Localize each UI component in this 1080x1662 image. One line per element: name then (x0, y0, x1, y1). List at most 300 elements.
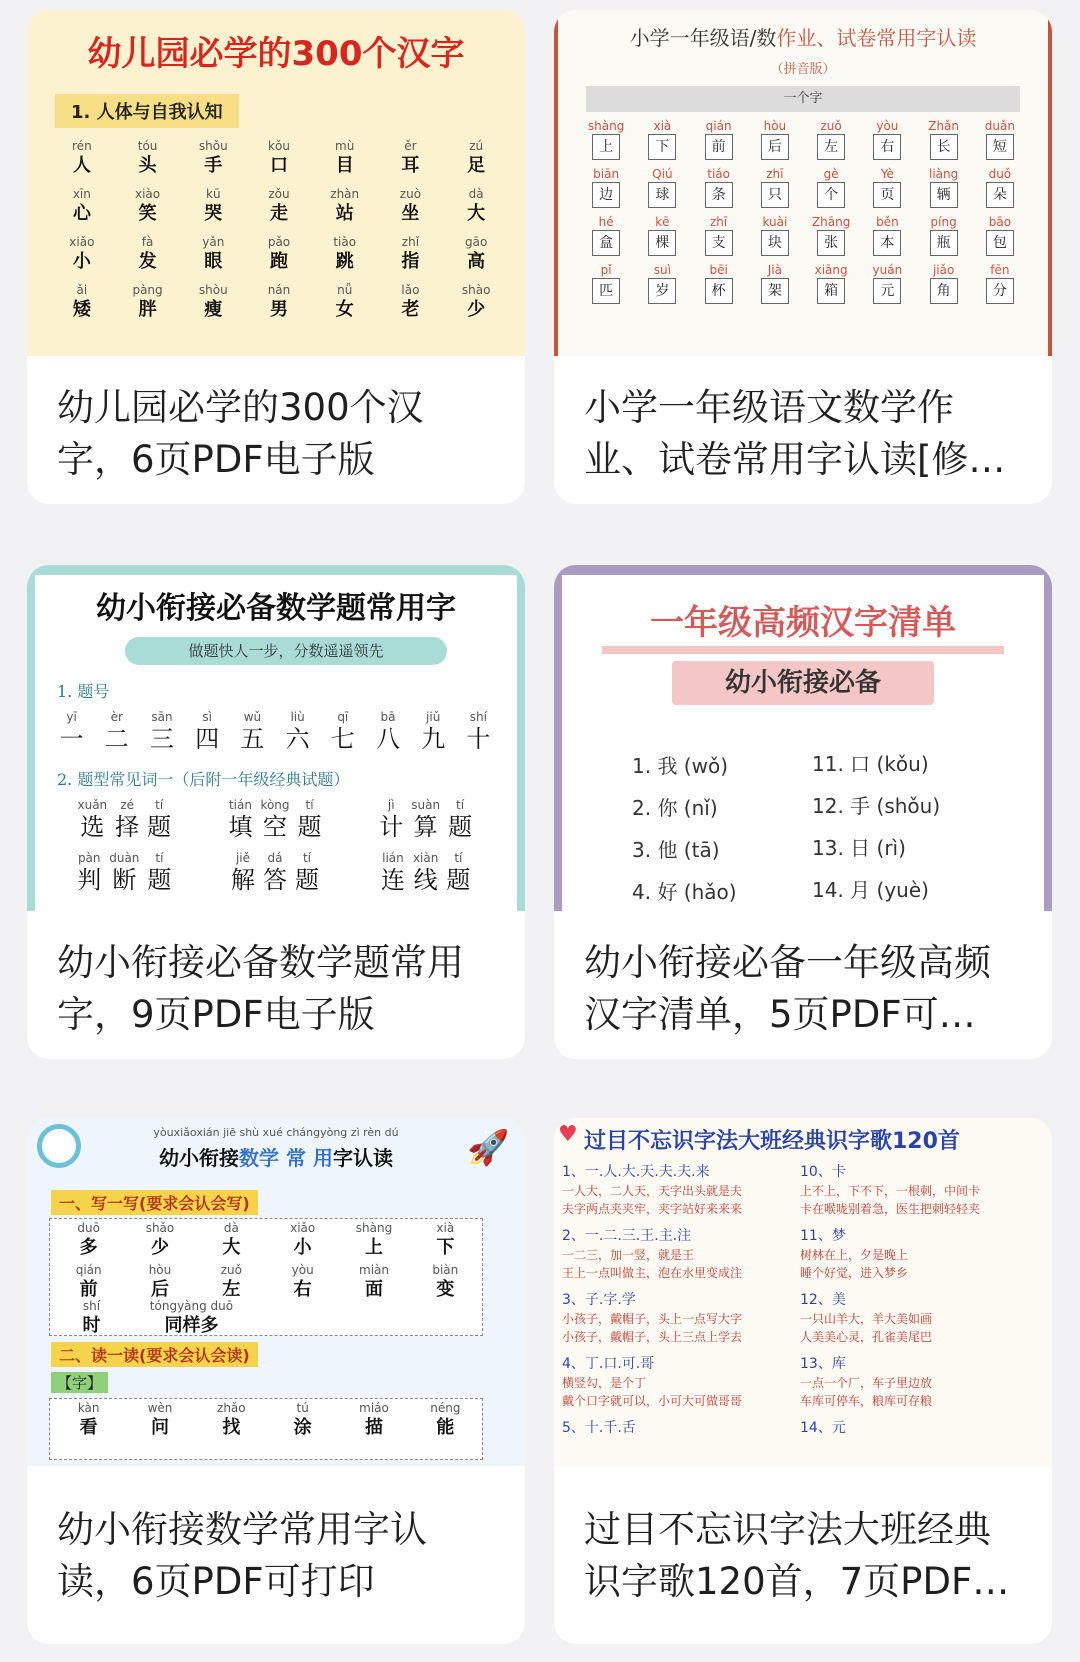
character-label: 右 (293, 1279, 312, 1300)
pinyin-label: ěr (404, 139, 417, 153)
character-label: 多 (79, 1237, 98, 1258)
character-label: 足 (467, 155, 486, 176)
pinyin-label: bā (380, 710, 396, 724)
character-label: 描 (364, 1417, 383, 1438)
caption-line-1: 幼儿园必学的300个汉 (57, 386, 424, 429)
character-cell (246, 282, 312, 322)
character-label: 心 (72, 203, 91, 224)
character-cell (115, 234, 181, 274)
card-thumbnail[interactable] (554, 1118, 1052, 1466)
list-item: 11. 口 (kǒu) (812, 752, 929, 776)
character-box-wrap (803, 182, 859, 208)
character-box-wrap (578, 278, 634, 304)
character-cell (578, 166, 634, 208)
character-label: 一 (59, 725, 84, 753)
resource-card-2[interactable] (554, 10, 1052, 504)
pinyin-label: biàn (432, 1263, 459, 1277)
character-cell (378, 186, 444, 226)
character-cell (109, 850, 139, 894)
character-cell (747, 166, 803, 208)
character-cell (49, 138, 115, 178)
list-left (632, 745, 737, 911)
character-cell (381, 850, 405, 894)
resource-card-5[interactable] (27, 1118, 525, 1644)
song-block (562, 1290, 794, 1346)
song-heading: 10、卡 (800, 1164, 846, 1180)
thumb-title (558, 22, 1048, 51)
song-heading: 12、美 (800, 1292, 846, 1308)
character-cell (180, 234, 246, 274)
character-label: 耳 (401, 155, 420, 176)
pinyin-label: kū (206, 187, 221, 201)
pinyin-label: Jià (767, 263, 782, 277)
song-line: 夫字两点夹夹牢，夹字站好来来来 (562, 1202, 743, 1216)
character-label: 答 (262, 866, 287, 894)
character-cell (196, 1220, 267, 1260)
pinyin-label: kòng (260, 798, 290, 812)
pinyin-label: wèn (147, 1401, 173, 1415)
pinyin-label: xià (653, 119, 672, 133)
song-block (800, 1290, 1044, 1346)
character-cell (803, 262, 859, 304)
character-cell (185, 709, 230, 753)
character-cell (691, 262, 747, 304)
list-item: 13. 日 (rì) (812, 836, 906, 860)
song-heading: 13、库 (800, 1356, 846, 1372)
character-label: 找 (222, 1417, 241, 1438)
word-group (350, 797, 501, 841)
caption-line-2: 业、试卷常用字认读[修… (584, 438, 1006, 481)
character-cell (378, 234, 444, 274)
character-cell (115, 186, 181, 226)
character-box-wrap (634, 278, 690, 304)
character-label: 同样多 (164, 1315, 219, 1336)
character-grid (578, 118, 1028, 304)
character-label: 下 (436, 1237, 455, 1258)
pinyin-label: bēi (709, 263, 728, 277)
pinyin-label: hòu (763, 119, 787, 133)
character-cell (94, 709, 139, 753)
pinyin-label: dá (267, 851, 283, 865)
pinyin-label: zuǒ (220, 1263, 242, 1277)
pinyin-label: hé (598, 215, 614, 229)
character-cell (803, 166, 859, 208)
thumb-section: 1. 人体与自我认知 (55, 94, 239, 128)
character-label: 题 (297, 813, 322, 841)
pinyin-label: pǎo (267, 235, 291, 249)
character-label: 算 (413, 813, 438, 841)
pinyin-label: qián (75, 1263, 102, 1277)
character-cell (410, 1262, 481, 1302)
character-cell (378, 138, 444, 178)
pinyin-label: liù (290, 710, 305, 724)
pinyin-label: pǐ (600, 263, 612, 277)
character-cell (267, 1220, 338, 1260)
pinyin-label: tí (305, 798, 314, 812)
character-cell (231, 850, 255, 894)
character-box: 下 (648, 134, 676, 160)
character-cell (443, 234, 509, 274)
pinyin-label: nán (267, 283, 291, 297)
character-cell (747, 214, 803, 256)
thumb-title (27, 1142, 525, 1171)
pinyin-label: xiǎo (69, 235, 95, 249)
character-cell (413, 850, 438, 894)
pinyin-label: lián (382, 851, 404, 865)
character-cell (180, 282, 246, 322)
character-box-wrap (747, 134, 803, 160)
pinyin-label: miáo (359, 1401, 389, 1415)
song-block (800, 1418, 1044, 1438)
character-label: 五 (240, 725, 265, 753)
character-box: 盒 (592, 230, 620, 256)
pinyin-label: xiǎo (290, 1221, 316, 1235)
character-box-wrap (578, 182, 634, 208)
pinyin-label: kàn (77, 1401, 100, 1415)
character-cell (49, 234, 115, 274)
word-group (350, 850, 501, 894)
character-grid-extra (53, 1298, 253, 1338)
pinyin-label: jiǎo (932, 263, 955, 277)
character-cell (312, 186, 378, 226)
pinyin-label: tí (302, 851, 311, 865)
character-label: 胖 (138, 299, 157, 320)
pinyin-label: zhī (710, 215, 728, 229)
pinyin-label: lǎo (401, 283, 420, 297)
thumb-title: 过目不忘识字法大班经典识字歌120首 (584, 1129, 960, 1154)
pinyin-label: běn (876, 215, 899, 229)
character-cell (443, 186, 509, 226)
character-grid (49, 138, 509, 322)
character-cell (147, 797, 171, 841)
caption-line-2: 识字歌120首，7页PDF… (584, 1560, 1010, 1603)
pinyin-label: qián (705, 119, 732, 133)
character-cell (228, 797, 252, 841)
pinyin-label: shàng (355, 1221, 393, 1235)
pinyin-label: kǒu (268, 139, 290, 153)
character-cell (916, 214, 972, 256)
character-box: 球 (648, 182, 676, 208)
word-group (49, 850, 200, 894)
card-thumbnail[interactable] (554, 565, 1052, 911)
character-label: 选 (80, 813, 105, 841)
character-label: 男 (269, 299, 288, 320)
character-box: 本 (873, 230, 901, 256)
character-cell (747, 118, 803, 160)
character-box: 左 (817, 134, 845, 160)
pinyin-label: zuò (399, 187, 422, 201)
character-cell (972, 262, 1028, 304)
character-label: 目 (335, 155, 354, 176)
char-tag: 【字】 (51, 1372, 108, 1393)
song-line: 一二三，加一竖，就是王 (562, 1248, 695, 1262)
pinyin-label: néng (430, 1401, 461, 1415)
resource-card-4[interactable] (554, 565, 1052, 1059)
song-block (562, 1418, 794, 1438)
character-label: 择 (115, 813, 140, 841)
pinyin-label: shí (82, 1299, 101, 1313)
caption-line-2: 汉字清单，5页PDF可… (584, 993, 976, 1036)
character-label: 空 (262, 813, 287, 841)
pinyin-label: dà (468, 187, 484, 201)
pinyin-label: tí (155, 798, 164, 812)
song-heading: 14、元 (800, 1420, 846, 1436)
character-label: 面 (364, 1279, 383, 1300)
pinyin-label: jì (387, 798, 395, 812)
card-thumbnail[interactable] (27, 1118, 525, 1466)
pinyin-label: gè (823, 167, 839, 181)
character-label: 小 (293, 1237, 312, 1258)
character-cell (691, 118, 747, 160)
character-label: 笑 (138, 203, 157, 224)
character-box-wrap (972, 182, 1028, 208)
character-cell (803, 118, 859, 160)
list-item: 1. 我 (wǒ) (632, 754, 728, 778)
character-box-wrap (691, 182, 747, 208)
pinyin-label: jiǔ (426, 710, 441, 724)
section-1: 1. 题号 (57, 682, 110, 701)
character-cell (115, 138, 181, 178)
character-box-wrap (859, 182, 915, 208)
character-box-wrap (916, 278, 972, 304)
character-cell (634, 118, 690, 160)
card-thumbnail[interactable] (27, 565, 525, 911)
character-label: 眼 (204, 251, 223, 272)
character-cell (916, 262, 972, 304)
pinyin-label: zǒu (268, 187, 290, 201)
card-caption (57, 1504, 499, 1608)
character-label: 上 (364, 1237, 383, 1258)
character-cell (443, 282, 509, 322)
character-box: 朵 (986, 182, 1014, 208)
character-cell (260, 797, 289, 841)
character-cell (972, 166, 1028, 208)
character-box-wrap (691, 134, 747, 160)
character-cell (49, 282, 115, 322)
thumb-band: 一个字 (586, 86, 1020, 112)
character-box-wrap (916, 182, 972, 208)
character-box-wrap (634, 230, 690, 256)
thumb-pinyin-title: yòuxiǎoxián jiē shù xué chángyòng zì rèn dú (153, 1126, 399, 1139)
resource-card-6[interactable] (554, 1118, 1052, 1644)
character-box-wrap (634, 134, 690, 160)
character-cell (246, 234, 312, 274)
character-cell (124, 1400, 195, 1440)
song-heading: 11、梦 (800, 1228, 846, 1244)
character-box: 岁 (648, 278, 676, 304)
character-label: 站 (335, 203, 354, 224)
card-thumbnail[interactable] (27, 10, 525, 356)
pinyin-label: xīn (72, 187, 91, 201)
card-caption (584, 382, 1026, 486)
pinyin-label: Zhǎn (928, 119, 960, 133)
card-thumbnail[interactable] (554, 10, 1052, 356)
character-label: 时 (82, 1315, 101, 1336)
pinyin-label: dà (223, 1221, 239, 1235)
song-block (562, 1162, 794, 1218)
pinyin-label: yuán (872, 263, 903, 277)
pinyin-label: kē (655, 215, 670, 229)
song-line: 车库可停车，粮库可存粮 (800, 1394, 933, 1408)
character-label: 手 (204, 155, 223, 176)
character-box: 支 (705, 230, 733, 256)
resource-card-3[interactable] (27, 565, 525, 1059)
song-line: 人美美心灵，孔雀美尾巴 (800, 1330, 933, 1344)
list-item: 14. 月 (yuè) (812, 878, 929, 902)
resource-card-1[interactable] (27, 10, 525, 504)
pinyin-label: zhàn (330, 187, 360, 201)
character-label: 哭 (204, 203, 223, 224)
character-label: 计 (379, 813, 404, 841)
card-caption (57, 937, 499, 1041)
character-cell (49, 186, 115, 226)
character-box: 前 (705, 134, 733, 160)
character-label: 大 (467, 203, 486, 224)
pinyin-label: shàng (587, 119, 625, 133)
pinyin-label: qī (337, 710, 349, 724)
character-cell (338, 1220, 409, 1260)
song-line: 上不上，下不下，一根刺，中间卡 (800, 1184, 981, 1198)
pinyin-label: nǚ (337, 283, 353, 297)
character-label: 线 (413, 866, 438, 894)
character-cell (859, 118, 915, 160)
character-box: 长 (930, 134, 958, 160)
character-cell (147, 850, 171, 894)
character-label: 题 (448, 813, 473, 841)
song-block (562, 1354, 794, 1410)
thumb-subtitle: 幼小衔接必备 (672, 661, 934, 705)
pinyin-label: tóu (137, 139, 158, 153)
character-label: 三 (149, 725, 174, 753)
song-line: 卡在喉咙别着急，医生把刺轻轻夹 (800, 1202, 981, 1216)
pinyin-label: suì (653, 263, 671, 277)
caption-line-2: 读，6页PDF可打印 (57, 1560, 375, 1603)
pinyin-label: ǎi (76, 283, 88, 297)
pinyin-label: Zhāng (811, 215, 851, 229)
character-cell (859, 214, 915, 256)
song-line: 王上一点叫做主，泡在水里变成注 (562, 1266, 743, 1280)
character-cell (312, 282, 378, 322)
character-box-wrap (972, 230, 1028, 256)
list-item: 12. 手 (shǒu) (812, 794, 941, 818)
character-box: 角 (930, 278, 958, 304)
character-label: 发 (138, 251, 157, 272)
character-box-wrap (916, 230, 972, 256)
pinyin-label: èr (110, 710, 123, 724)
character-box: 辆 (930, 182, 958, 208)
character-cell (298, 797, 322, 841)
character-label: 解 (230, 866, 255, 894)
pinyin-label: píng (930, 215, 957, 229)
character-label: 小 (72, 251, 91, 272)
character-cell (263, 850, 287, 894)
title-part-c: 字认读 (332, 1146, 393, 1170)
character-cell (747, 262, 803, 304)
character-cell (634, 262, 690, 304)
character-cell (410, 1400, 481, 1440)
character-label: 矮 (72, 299, 91, 320)
character-label: 高 (467, 251, 486, 272)
pinyin-label: yī (66, 710, 77, 724)
character-label: 七 (330, 725, 355, 753)
character-box-wrap (859, 278, 915, 304)
character-cell (379, 797, 403, 841)
pinyin-label: yòu (291, 1263, 314, 1277)
caption-line-1: 小学一年级语文数学作 (584, 386, 954, 429)
song-line: 睡个好觉，进入梦乡 (800, 1266, 909, 1280)
character-cell (312, 138, 378, 178)
section-2: 2. 题型常见词一（后附一年级经典试题） (57, 770, 350, 789)
character-box: 后 (761, 134, 789, 160)
title-part-b: 数学 常 用 (239, 1146, 333, 1170)
card-caption (57, 382, 499, 486)
character-label: 少 (467, 299, 486, 320)
pinyin-label: pàng (132, 283, 163, 297)
character-box: 瓶 (930, 230, 958, 256)
caption-line-1: 幼小衔接数学常用字认 (57, 1508, 427, 1551)
song-block (800, 1226, 1044, 1282)
character-cell (578, 214, 634, 256)
pinyin-label: yòu (876, 119, 899, 133)
character-box-wrap (691, 230, 747, 256)
character-cell (443, 138, 509, 178)
character-box: 包 (986, 230, 1014, 256)
character-cell (320, 709, 365, 753)
character-cell (691, 166, 747, 208)
character-cell (916, 118, 972, 160)
character-cell (691, 214, 747, 256)
character-cell (859, 262, 915, 304)
song-list-right (800, 1162, 1044, 1446)
song-block (800, 1354, 1044, 1410)
character-cell (859, 166, 915, 208)
character-cell (411, 709, 456, 753)
character-box-wrap (972, 134, 1028, 160)
character-label: 断 (112, 866, 137, 894)
song-heading: 5、十.千.舌 (562, 1420, 636, 1436)
song-list-left (562, 1162, 794, 1446)
character-cell (378, 282, 444, 322)
character-box: 元 (873, 278, 901, 304)
character-cell (456, 709, 501, 753)
pinyin-label: mù (335, 139, 355, 153)
character-box: 只 (761, 182, 789, 208)
character-cell (578, 262, 634, 304)
character-label: 九 (421, 725, 446, 753)
character-label: 看 (79, 1417, 98, 1438)
pinyin-label: pàn (77, 851, 101, 865)
song-heading: 2、一.二.三.王.主.注 (562, 1228, 692, 1244)
song-heading: 3、子.字.学 (562, 1292, 636, 1308)
character-label: 变 (436, 1279, 455, 1300)
character-box-wrap (803, 278, 859, 304)
character-box-wrap (578, 230, 634, 256)
pinyin-label: zhǎo (217, 1401, 246, 1415)
song-line: 树林在上，夕是晚上 (800, 1248, 909, 1262)
character-cell (365, 709, 410, 753)
character-box: 张 (817, 230, 845, 256)
song-line: 小孩子，戴帽子，头上三点上学去 (562, 1330, 743, 1344)
thumb-title: 幼儿园必学的300个汉字 (87, 34, 465, 74)
character-label: 十 (466, 725, 491, 753)
pinyin-label: biān (593, 167, 620, 181)
character-label: 二 (104, 725, 129, 753)
pinyin-label: xiào (134, 187, 161, 201)
pinyin-label: tián (228, 798, 252, 812)
pinyin-label: shǒu (198, 139, 228, 153)
pinyin-label: tí (454, 851, 463, 865)
character-label: 人 (72, 155, 91, 176)
